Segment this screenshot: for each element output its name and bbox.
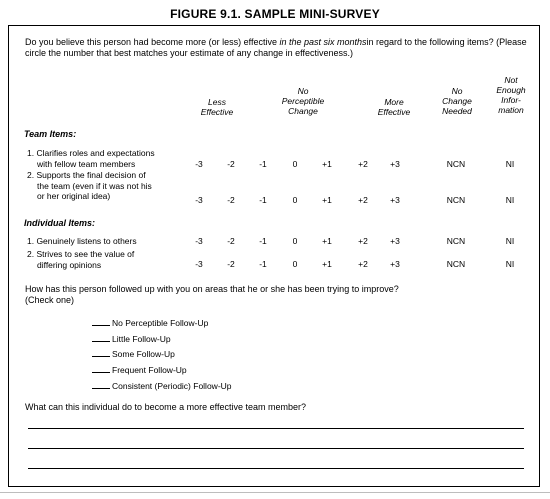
followup-option-none[interactable] <box>92 317 208 329</box>
rating-option[interactable]: -1 <box>259 259 267 269</box>
rating-option[interactable]: +2 <box>358 159 368 169</box>
rating-option[interactable]: +3 <box>390 236 400 246</box>
rating-option[interactable]: -3 <box>195 159 203 169</box>
followup-question-line1: How has this person followed up with you on areas that he or she has been trying to improve? <box>25 284 399 294</box>
header-less-line2: Effective <box>200 107 234 117</box>
intro-emphasis: in the past six months <box>279 37 367 47</box>
answer-line-3[interactable] <box>28 468 524 469</box>
section-team-items: Team Items: <box>24 129 77 139</box>
rating-option[interactable]: NI <box>505 159 515 169</box>
followup-option-label: No Perceptible Follow-Up <box>112 318 209 328</box>
checkbox-blank[interactable] <box>92 333 110 342</box>
followup-option-frequent[interactable] <box>92 364 187 376</box>
header-more-effective <box>368 97 420 117</box>
rating-option[interactable]: NI <box>505 236 515 246</box>
final-question: What can this individual do to become a more effective team member? <box>25 402 306 412</box>
rating-option[interactable]: -1 <box>259 236 267 246</box>
header-no-change-needed <box>430 86 484 116</box>
intro-pre: Do you believe this person had become more (or less) effective <box>25 37 280 47</box>
intro-post: in regard to the following items? (Please circle the number that best matches your estimate of any change in effectiveness.) <box>25 37 527 58</box>
individual-item-2-line2: differing opinions <box>37 259 102 270</box>
individual-item-1-line1: 1. Genuinely listens to others <box>27 236 137 246</box>
team-item-2-line1: 2. Supports the final decision of <box>27 170 146 180</box>
rating-option[interactable]: 0 <box>292 195 298 205</box>
header-no-perceptible-change <box>268 86 338 116</box>
rating-option[interactable]: 0 <box>292 159 298 169</box>
header-ni-line1: Not <box>504 75 518 85</box>
checkbox-blank[interactable] <box>92 364 110 373</box>
rating-option[interactable]: +2 <box>358 259 368 269</box>
rating-option[interactable]: +2 <box>358 236 368 246</box>
rating-option[interactable]: -3 <box>195 259 203 269</box>
header-ni-line3: Infor- <box>501 95 521 105</box>
team-item-2-line3: or her original idea) <box>37 191 111 201</box>
followup-option-little[interactable] <box>92 333 171 345</box>
individual-item-2-line1: 2. Strives to see the value of <box>27 249 135 259</box>
checkbox-blank[interactable] <box>92 317 110 326</box>
team-item-1-line2: with fellow team members <box>37 158 136 169</box>
header-ncn-line1: No <box>451 86 463 96</box>
rating-option[interactable]: +2 <box>358 195 368 205</box>
team-item-2 <box>27 170 152 202</box>
header-ni-line2: Enough <box>496 85 526 95</box>
followup-option-consistent[interactable] <box>92 380 232 392</box>
figure-title: FIGURE 9.1. SAMPLE MINI-SURVEY <box>170 7 380 21</box>
followup-question <box>25 284 399 306</box>
individual-item-1 <box>27 236 137 247</box>
followup-option-label: Consistent (Periodic) Follow-Up <box>112 381 232 391</box>
header-ncn-line2: Change <box>442 96 472 106</box>
rating-option[interactable]: -1 <box>259 195 267 205</box>
answer-line-2[interactable] <box>28 448 524 449</box>
header-ni-line4: mation <box>498 105 524 115</box>
rating-option[interactable]: -2 <box>227 195 235 205</box>
header-more-line1: More <box>384 97 404 107</box>
rating-option[interactable]: 0 <box>292 236 298 246</box>
rating-option[interactable]: +1 <box>322 259 332 269</box>
header-not-enough-information <box>486 75 536 115</box>
rating-option[interactable]: -3 <box>195 236 203 246</box>
checkbox-blank[interactable] <box>92 380 110 389</box>
header-less-effective <box>192 97 242 117</box>
rating-option[interactable]: +1 <box>322 159 332 169</box>
rating-option[interactable]: NCN <box>446 195 466 205</box>
followup-option-some[interactable] <box>92 348 175 360</box>
followup-option-label: Some Follow-Up <box>112 349 175 359</box>
rating-option[interactable]: NCN <box>446 259 466 269</box>
followup-option-label: Little Follow-Up <box>112 334 171 344</box>
rating-option[interactable]: -2 <box>227 259 235 269</box>
rating-option[interactable]: +3 <box>390 195 400 205</box>
checkbox-blank[interactable] <box>92 348 110 357</box>
rating-option[interactable]: NI <box>505 259 515 269</box>
rating-option[interactable]: -1 <box>259 159 267 169</box>
section-individual-items: Individual Items: <box>24 218 96 228</box>
header-more-line2: Effective <box>377 107 411 117</box>
rating-option[interactable]: +1 <box>322 195 332 205</box>
rating-option[interactable]: NCN <box>446 159 466 169</box>
header-npc-line2: Perceptible <box>281 96 325 106</box>
rating-option[interactable]: +3 <box>390 159 400 169</box>
rating-option[interactable]: -2 <box>227 236 235 246</box>
individual-item-2 <box>27 249 134 270</box>
team-item-2-line2: the team (even if it was not his <box>37 180 152 191</box>
header-less-line1: Less <box>208 97 226 107</box>
rating-option[interactable]: +3 <box>390 259 400 269</box>
rating-option[interactable]: 0 <box>292 259 298 269</box>
team-item-1-line1: 1. Clarifies roles and expectations <box>27 148 155 158</box>
intro-text <box>25 37 535 59</box>
rating-option[interactable]: NCN <box>446 236 466 246</box>
followup-option-label: Frequent Follow-Up <box>112 365 187 375</box>
team-item-1 <box>27 148 155 169</box>
followup-question-line2: (Check one) <box>25 295 75 305</box>
rating-option[interactable]: -3 <box>195 195 203 205</box>
page-bottom-rule <box>0 492 550 493</box>
rating-option[interactable]: -2 <box>227 159 235 169</box>
header-npc-line3: Change <box>288 106 318 116</box>
answer-line-1[interactable] <box>28 428 524 429</box>
rating-option[interactable]: NI <box>505 195 515 205</box>
header-ncn-line3: Needed <box>442 106 472 116</box>
rating-option[interactable]: +1 <box>322 236 332 246</box>
header-npc-line1: No <box>297 86 309 96</box>
